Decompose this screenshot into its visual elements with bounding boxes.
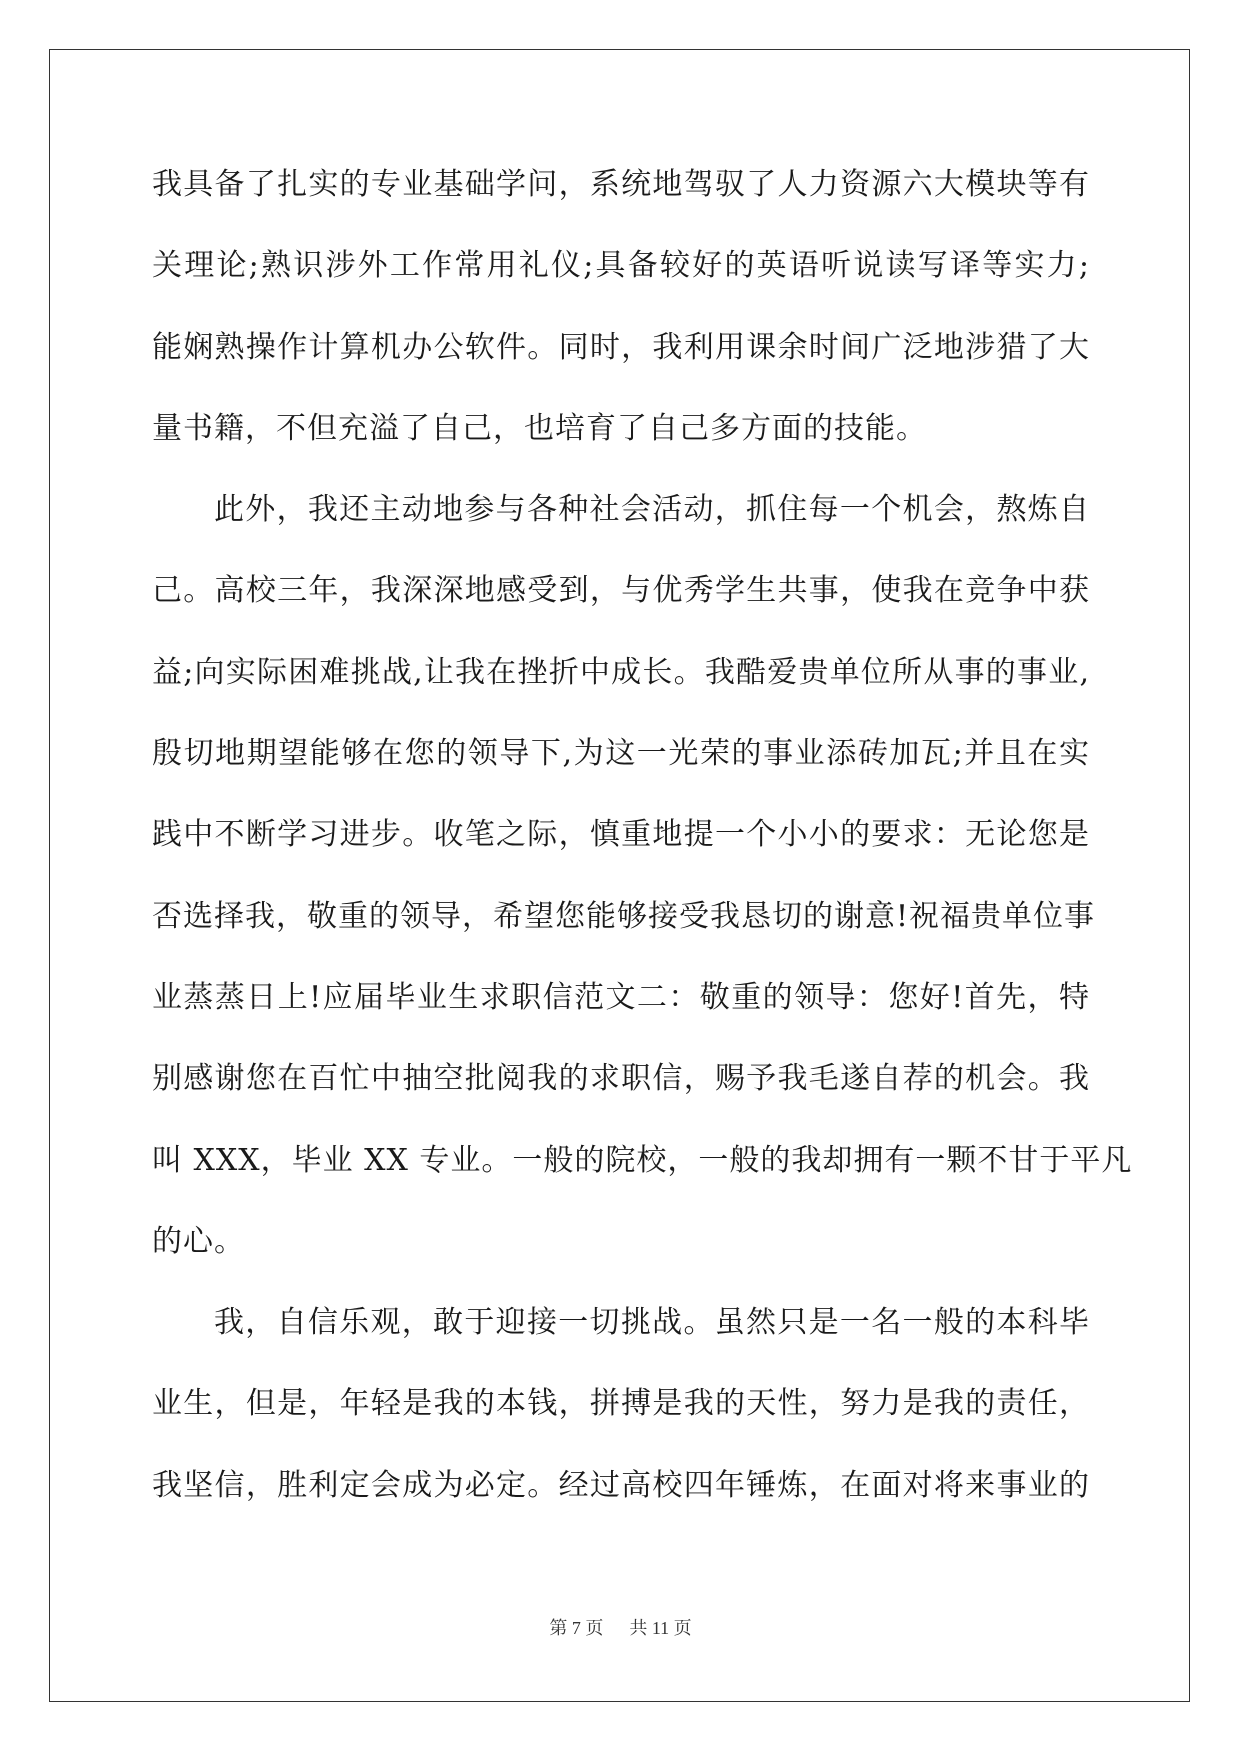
text-line: 否选择我，敬重的领导，希望您能够接受我恳切的谢意!祝福贵单位事 (152, 898, 1096, 934)
text-line: 关理论;熟识涉外工作常用礼仪;具备较好的英语听说读写译等实力; (152, 248, 1090, 284)
text-line: 我具备了扎实的专业基础学问，系统地驾驭了人力资源六大模块等有 (152, 167, 1090, 202)
text-line: 此外，我还主动地参与各种社会活动，抓住每一个机会，熬炼自 (214, 492, 1090, 528)
text-line: 量书籍，不但充溢了自己，也培育了自己多方面的技能。 (152, 410, 927, 446)
page-total: 共 11 页 (629, 1618, 692, 1638)
text-line: 能娴熟操作计算机办公软件。同时，我利用课余时间广泛地涉猎了大 (152, 329, 1090, 365)
text-line: 业蒸蒸日上!应届毕业生求职信范文二：敬重的领导：您好!首先，特 (152, 979, 1090, 1015)
text-line: 我坚信，胜利定会成为必定。经过高校四年锤炼，在面对将来事业的 (152, 1467, 1090, 1503)
text-line: 业生，但是，年轻是我的本钱，拼搏是我的天性，努力是我的责任， (152, 1386, 1090, 1422)
text-line: 叫 XXX，毕业 XX 专业。一般的院校，一般的我却拥有一颗不甘于平凡 (152, 1142, 1133, 1178)
text-line: 我，自信乐观，敢于迎接一切挑战。虽然只是一名一般的本科毕 (214, 1305, 1090, 1341)
text-line: 践中不断学习进步。收笔之际，慎重地提一个小小的要求：无论您是 (152, 817, 1090, 853)
page-number: 第 7 页 (549, 1618, 604, 1638)
text-line: 别感谢您在百忙中抽空批阅我的求职信，赐予我毛遂自荐的机会。我 (152, 1061, 1090, 1097)
text-line: 己。高校三年，我深深地感受到，与优秀学生共事，使我在竞争中获 (152, 573, 1090, 609)
page-footer (0, 1614, 1241, 1640)
text-line: 的心。 (152, 1223, 245, 1259)
document-body (152, 160, 1133, 1542)
text-line: 益;向实际困难挑战,让我在挫折中成长。我酷爱贵单位所从事的事业, (152, 654, 1090, 690)
text-line: 殷切地期望能够在您的领导下,为这一光荣的事业添砖加瓦;并且在实 (152, 736, 1090, 772)
